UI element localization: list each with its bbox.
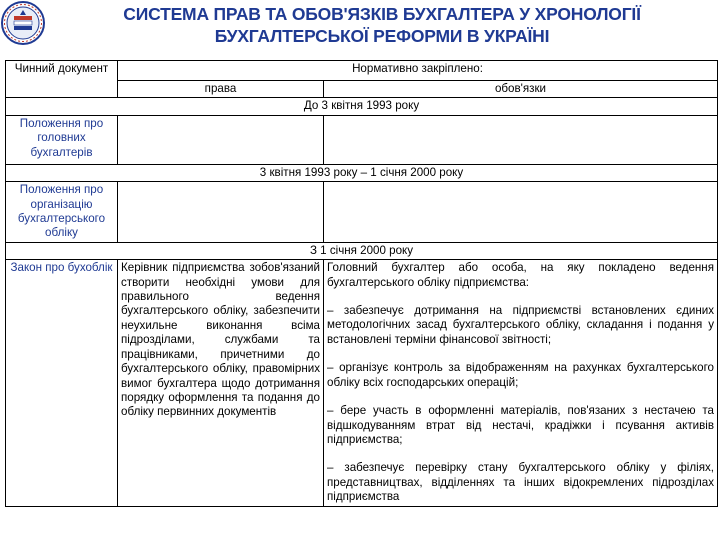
column-header-normative: Нормативно закріплено: <box>118 61 718 81</box>
duty-item: – забезпечує дотримання на підприємстві встановлених єдиних методологічних засад бухгалтерського обліку, складання і подання у встановлені терміни фінансової звітності; <box>327 304 714 346</box>
page-title <box>50 3 714 47</box>
duty-item: – організує контроль за відображенням на рахунках бухгалтерського обліку всіх господарських операцій; <box>327 361 714 389</box>
column-header-document: Чинний документ <box>6 61 118 98</box>
column-header-duties: обов'язки <box>324 81 718 98</box>
duty-item: – забезпечує перевірку стану бухгалтерського обліку у філіях, представництвах, відділеннях та інших відокремлених підрозділах підприємства <box>327 461 714 504</box>
page-title-line-1: СИСТЕМА ПРАВ ТА ОБОВ'ЯЗКІВ БУХГАЛТЕРА У ХРОНОЛОГІЇ <box>123 4 641 24</box>
duties-cell-2 <box>324 182 718 243</box>
period-heading-1: До 3 квітня 1993 року <box>6 98 718 115</box>
duty-item: – бере участь в оформленні матеріалів, пов'язаних з нестачею та відшкодуванням втрат від нестачі, крадіжки і псування активів підприємства; <box>327 404 714 446</box>
duties-cell-3 <box>324 260 718 506</box>
rights-cell-1 <box>118 115 324 164</box>
period-heading-3: З 1 січня 2000 року <box>6 242 718 259</box>
rights-cell-3: Керівник підприємства зобов'язаний створити необхідні умови для правильного ведення бухгалтерського обліку, забезпечити неухильне виконання всіма підрозділами, службами та працівниками, причетними до бухгалтерського обліку, правомірних вимог бухгалтера щодо дотримання порядку оформлення та подання до обліку первинних документів <box>118 260 324 506</box>
document-name-2: Положення про організацію бухгалтерського обліку <box>6 182 118 243</box>
period-heading-2: 3 квітня 1993 року – 1 січня 2000 року <box>6 164 718 181</box>
page-title-line-2: БУХГАЛТЕРСЬКОЇ РЕФОРМИ В УКРАЇНІ <box>214 26 550 46</box>
rights-duties-table <box>5 60 718 507</box>
university-seal-icon <box>1 1 45 45</box>
rights-cell-2 <box>118 182 324 243</box>
column-header-rights: права <box>118 81 324 98</box>
document-name-3: Закон про бухоблік <box>6 260 118 506</box>
duties-cell-1 <box>324 115 718 164</box>
duties-intro: Головний бухгалтер або особа, на яку покладено ведення бухгалтерського обліку підприємства: <box>327 261 714 289</box>
document-name-1: Положення про головних бухгалтерів <box>6 115 118 164</box>
